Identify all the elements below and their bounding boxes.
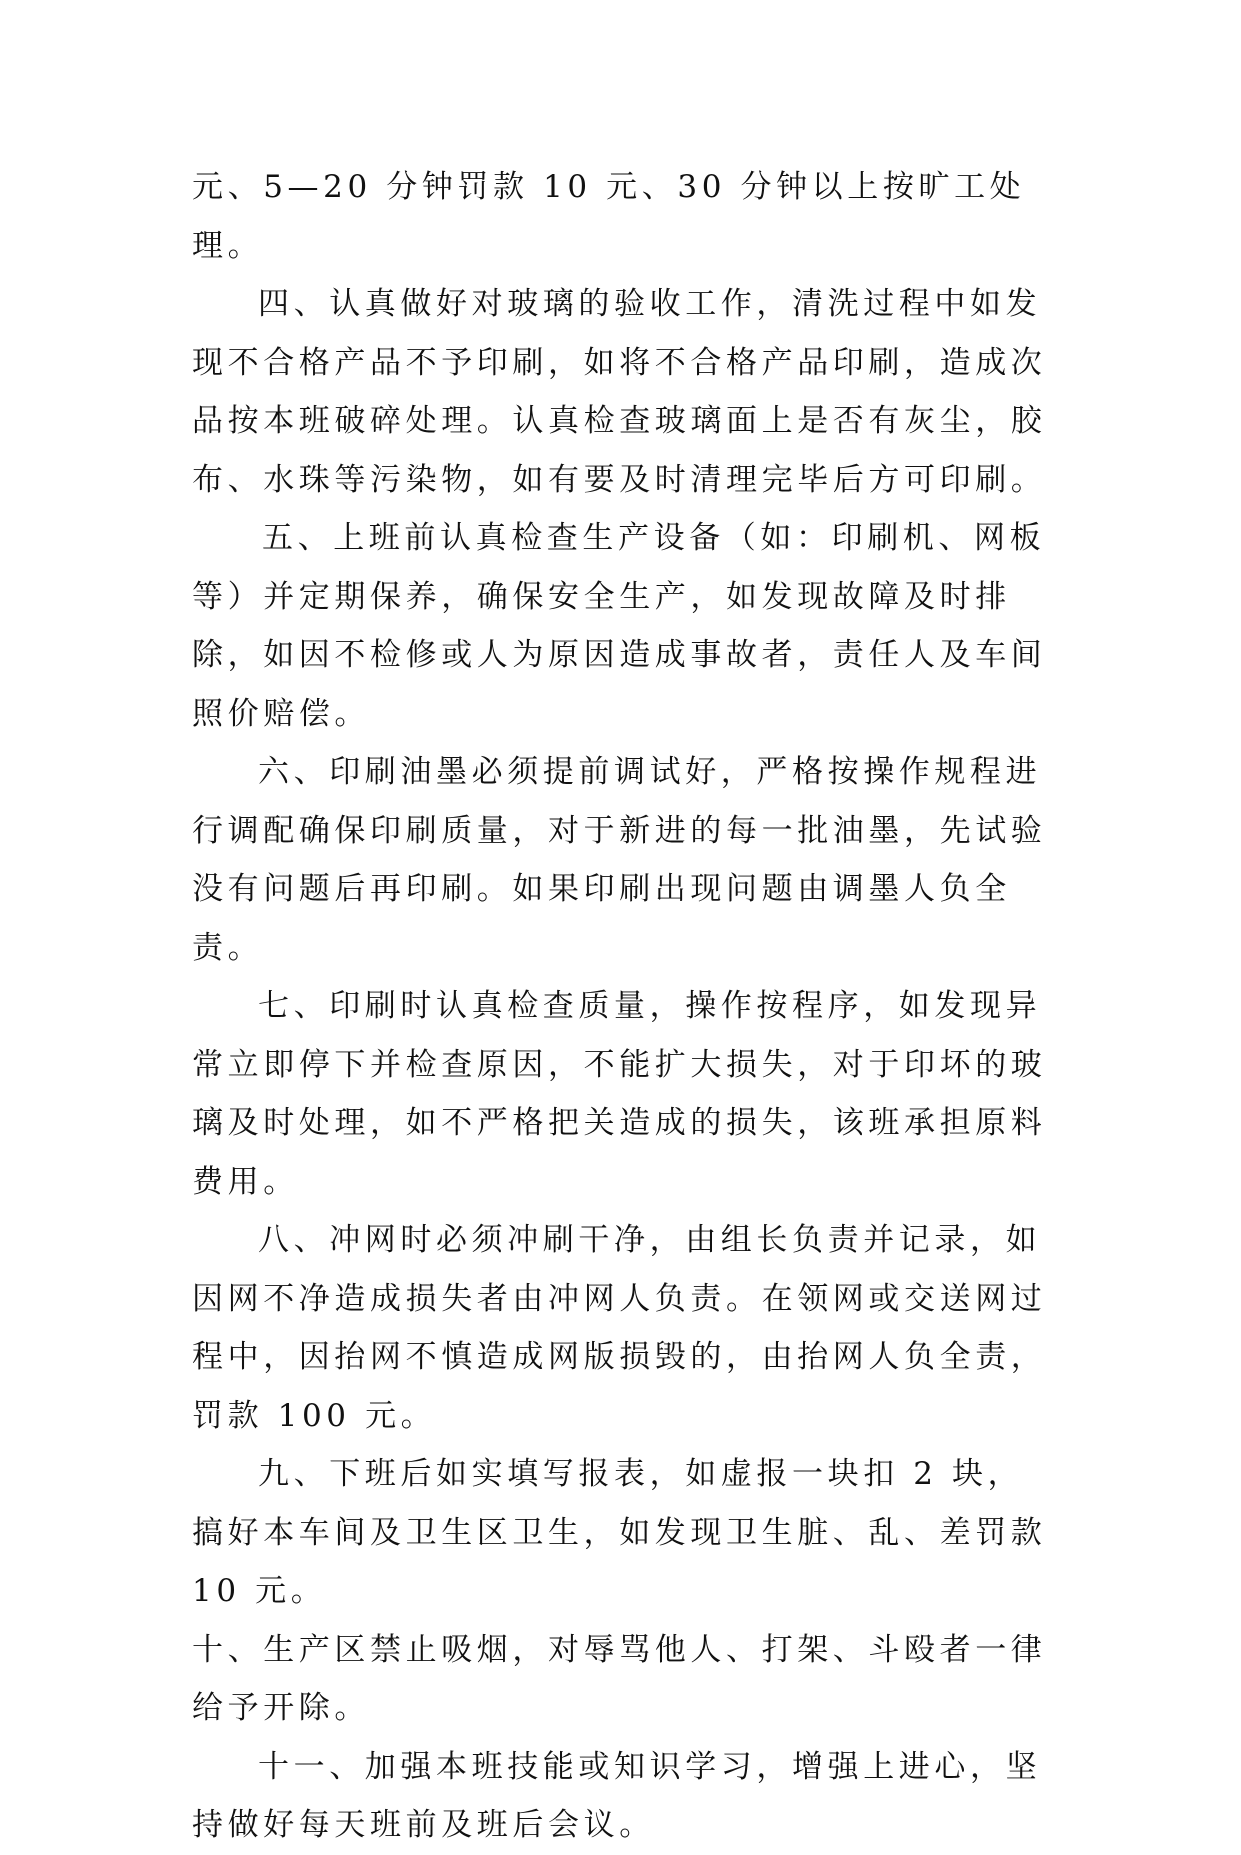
paragraph-penalty-continuation: 元、5—20 分钟罚款 10 元、30 分钟以上按旷工处理。	[192, 169, 1026, 264]
paragraph-rule-5: 五、上班前认真检查生产设备（如：印刷机、网板等）并定期保养，确保安全生产，如发现故障及时排除，如因不检修或人为原因造成事故者，责任人及车间照价赔偿。	[192, 520, 1047, 732]
document-body	[192, 158, 1052, 1855]
paragraph-rule-10: 十、生产区禁止吸烟，对辱骂他人、打架、斗殴者一律给予开除。	[192, 1631, 1047, 1726]
paragraph-rule-9: 九、下班后如实填写报表，如虚报一块扣 2 块，搞好本车间及卫生区卫生，如发现卫生脏、乱、差罚款 10 元。	[192, 1456, 1047, 1609]
paragraph-rule-11: 十一、加强本班技能或知识学习，增强上进心，坚持做好每天班前及班后会议。	[192, 1748, 1042, 1843]
paragraph-rule-4: 四、认真做好对玻璃的验收工作，清洗过程中如发现不合格产品不予印刷，如将不合格产品印刷，造成次品按本班破碎处理。认真检查玻璃面上是否有灰尘，胶布、水珠等污染物，如有要及时清理完毕后方可印刷。	[192, 286, 1047, 498]
paragraph-rule-7: 七、印刷时认真检查质量，操作按程序，如发现异常立即停下并检查原因，不能扩大损失，对于印坏的玻璃及时处理，如不严格把关造成的损失，该班承担原料费用。	[192, 988, 1047, 1200]
paragraph-rule-6: 六、印刷油墨必须提前调试好，严格按操作规程进行调配确保印刷质量，对于新进的每一批油墨，先试验没有问题后再印刷。如果印刷出现问题由调墨人负全责。	[192, 754, 1047, 966]
paragraph-rule-8: 八、冲网时必须冲刷干净，由组长负责并记录，如因网不净造成损失者由冲网人负责。在领网或交送网过程中，因抬网不慎造成网版损毁的，由抬网人负全责，罚款 100 元。	[192, 1222, 1047, 1434]
